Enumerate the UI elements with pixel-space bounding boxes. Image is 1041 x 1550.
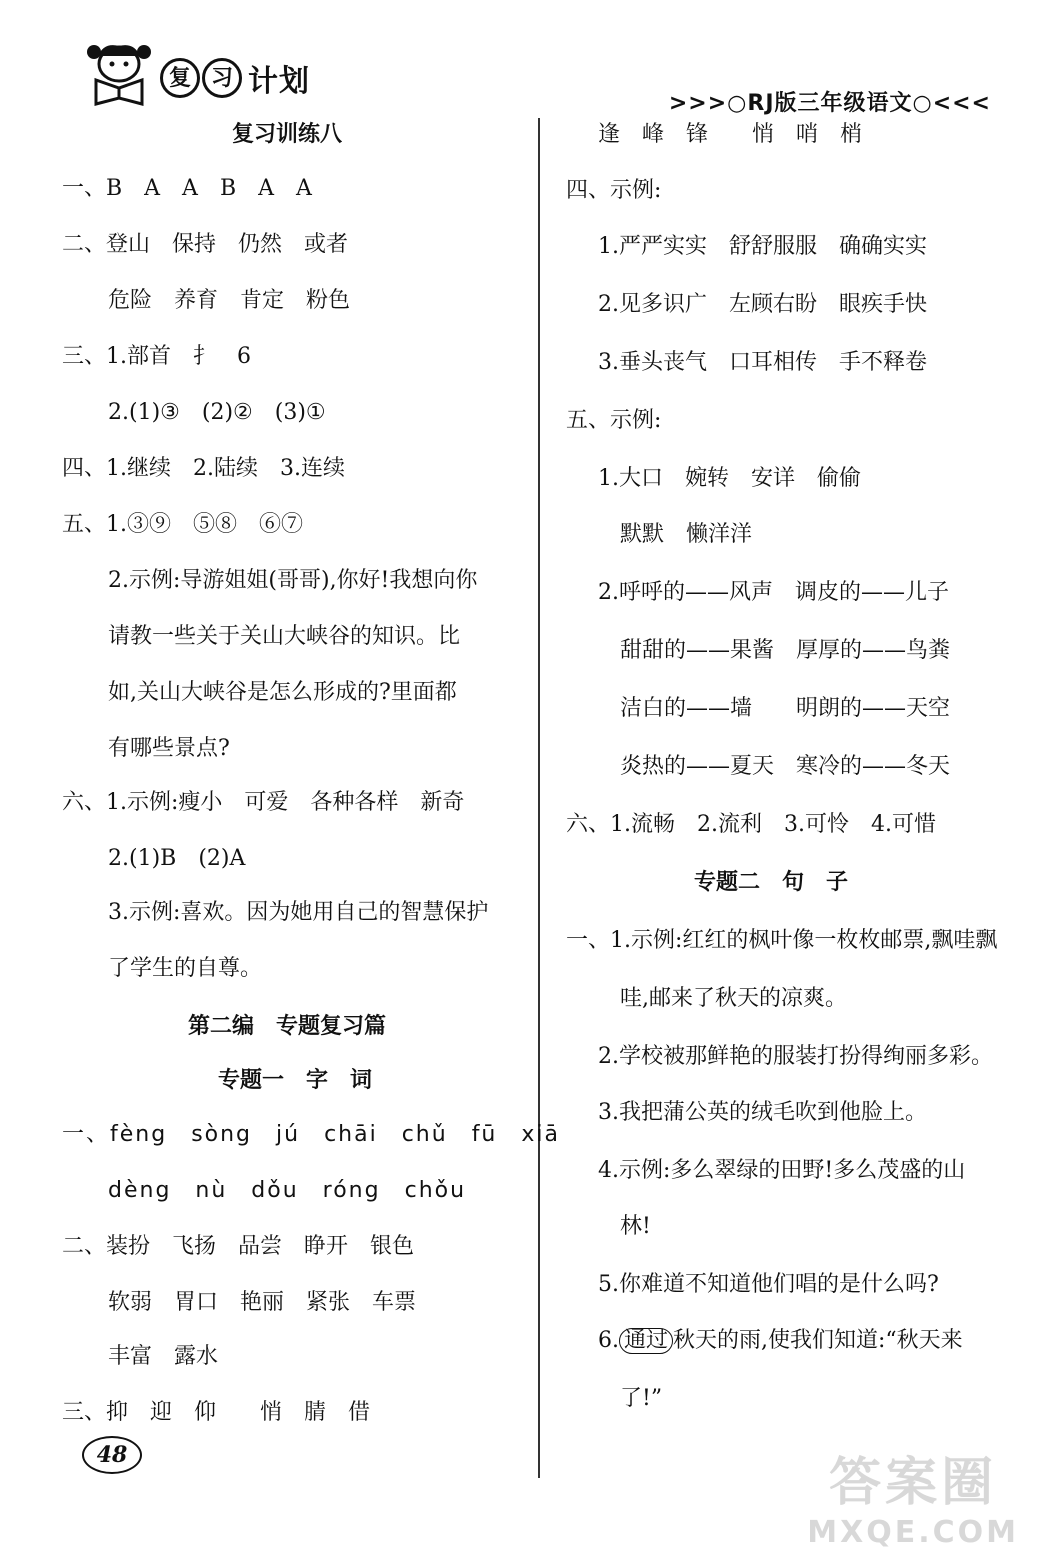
watermark-logo: 答案圈 [829,1453,998,1513]
edition-label: >>>○RJ版三年级语文○<<< [668,91,991,116]
answer-line: 五、1.③⑨ ⑤⑧ ⑥⑦ [62,512,303,537]
answer-line: 五、示例: [566,408,662,433]
answer-line: 3.我把蒲公英的绒毛吹到他脸上。 [598,1100,927,1125]
topic-heading: 专题二 句 子 [694,870,849,895]
answer-line: 一、1.示例:红红的枫叶像一枚枚邮票,飘哇飘 [566,928,998,953]
sentence-text: 秋天的雨,使我们知道:“秋天来 [673,1328,963,1353]
pinyin-line: 一、fèng sòng jú chāi chǔ fū xiā [62,1122,560,1147]
answer-line: 软弱 胃口 艳丽 紧张 车票 [108,1290,417,1315]
answer-line: 三、抑 迎 仰 悄 腈 借 [62,1400,371,1425]
answer-line: 2.示例:导游姐姐(哥哥),你好!我想向你 [108,568,478,593]
answer-line: 1.大口 婉转 安详 偷偷 [598,466,861,491]
brand-circled-char-2: 习 [202,58,242,98]
answer-line: 2.(1)B (2)A [108,846,246,871]
answer-line: 2.学校被那鲜艳的服装打扮得绚丽多彩。 [598,1044,993,1069]
pinyin-line: dèng nù dǒu róng chǒu [108,1178,467,1203]
answer-line: 2.(1)③ (2)② (3)① [108,400,326,425]
answer-line: 林! [620,1214,651,1239]
answer-line: 危险 养育 肯定 粉色 [108,288,351,313]
column-divider [538,118,540,1478]
answer-line: 有哪些景点? [108,736,230,761]
answer-line: 了!” [620,1386,663,1411]
watermark-url: MXQE.COM [807,1515,1019,1550]
circled-word: 通过 [619,1328,673,1354]
answer-line: 丰富 露水 [108,1344,219,1369]
page-header [0,0,1041,115]
answer-line: 5.你难道不知道他们唱的是什么吗? [598,1272,939,1297]
answer-line [598,1326,963,1356]
answer-line: 了学生的自尊。 [108,956,263,981]
answer-line: 3.示例:喜欢。因为她用自己的智慧保护 [108,900,489,925]
answer-line: 一、B A A B A A [62,176,312,201]
answer-line: 逢 峰 锋 悄 哨 梢 [598,122,863,147]
answer-line: 三、1.部首 扌 6 [62,344,251,369]
answer-line: 四、示例: [566,178,662,203]
answer-line: 3.垂头丧气 口耳相传 手不释卷 [598,350,927,375]
item-number: 6. [598,1328,619,1353]
answer-line: 2.见多识广 左顾右盼 眼疾手快 [598,292,927,317]
answer-line: 如,关山大峡谷是怎么形成的?里面都 [108,680,457,705]
part-heading: 第二编 专题复习篇 [188,1014,387,1039]
answer-line: 二、登山 保持 仍然 或者 [62,232,349,257]
topic-heading: 专题一 字 词 [218,1068,373,1093]
page-number: 48 [82,1436,142,1474]
answer-line: 炎热的——夏天 寒冷的——冬天 [620,754,951,779]
answer-line: 六、1.示例:瘦小 可爱 各种各样 新奇 [62,790,465,815]
answer-line: 甜甜的——果酱 厚厚的——鸟粪 [620,638,951,663]
answer-line: 请教一些关于关山大峡谷的知识。比 [108,624,461,649]
answer-line: 洁白的——墙 明朗的——天空 [620,696,951,721]
answer-line: 哇,邮来了秋天的凉爽。 [620,986,847,1011]
brand-circled-char-1: 复 [160,58,200,98]
brand-plain: 计划 [248,64,310,99]
brand-title [160,58,310,98]
answer-line: 2.呼呼的——风声 调皮的——儿子 [598,580,949,605]
answer-line: 四、1.继续 2.陆续 3.连续 [62,456,345,481]
answer-line: 二、装扮 飞扬 品尝 睁开 银色 [62,1234,415,1259]
answer-line: 默默 懒洋洋 [620,522,753,547]
section-heading: 复习训练八 [232,122,343,147]
answer-line: 1.严严实实 舒舒服服 确确实实 [598,234,927,259]
answer-line: 4.示例:多么翠绿的田野!多么茂盛的山 [598,1158,966,1183]
watermark [807,1440,1019,1550]
answer-line: 六、1.流畅 2.流利 3.可怜 4.可惜 [566,812,936,837]
reading-child-icon [84,40,154,106]
